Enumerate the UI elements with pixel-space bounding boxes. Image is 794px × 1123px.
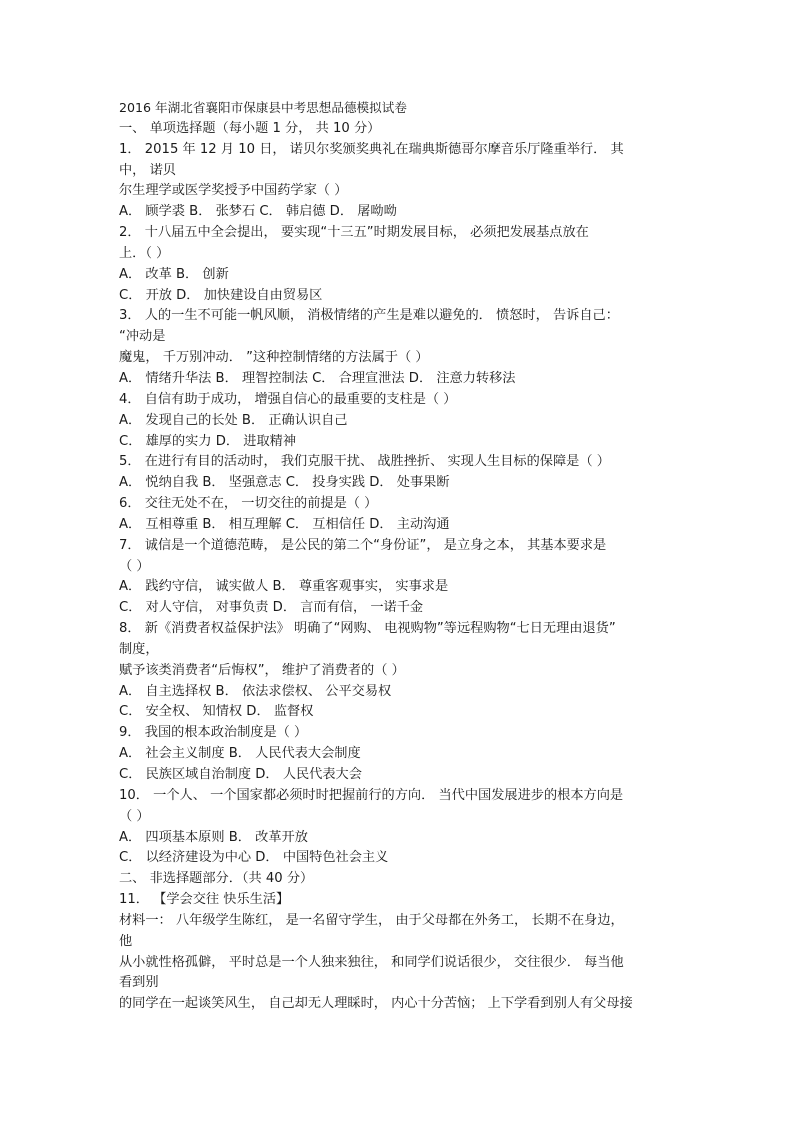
text-line: （ ） bbox=[119, 808, 150, 824]
text-line: A． 践约守信， 诚实做人 B． 尊重客观事实， 实事求是 bbox=[119, 579, 449, 595]
text-line: 从小就性格孤僻， 平时总是一个人独来独往， 和同学们说话很少， 交往很少． 每当他 bbox=[119, 954, 624, 970]
text-line: 5． 在进行有目的活动时， 我们克服干扰、 战胜挫折、 实现人生目标的保障是（ ） bbox=[119, 454, 610, 470]
text-line: 制度， bbox=[119, 641, 159, 657]
text-line: 中， 诺贝 bbox=[119, 162, 176, 178]
text-line: C． 民族区域自治制度 D． 人民代表大会 bbox=[119, 767, 362, 782]
text-line: 6． 交往无处不在， 一切交往的前提是（ ） bbox=[119, 496, 378, 512]
text-line: 尔生理学或医学奖授予中国药学家（ ） bbox=[119, 183, 348, 199]
text-line: 7． 诚信是一个道德范畴， 是公民的第二个“身份证”， 是立身之本， 其基本要求是 bbox=[119, 537, 607, 553]
text-line: 的同学在一起谈笑风生， 自己却无人理睬时， 内心十分苦恼； 上下学看到别人有父母接 bbox=[119, 996, 633, 1012]
text-line: 上．（ ） bbox=[119, 245, 170, 261]
text-line: 1． 2015 年 12 月 10 日， 诺贝尔奖颁奖典礼在瑞典斯德哥尔摩音乐厅隆重举行． 其 bbox=[119, 141, 624, 157]
text-line: 10． 一个人、 一个国家都必须时时把握前行的方向． 当代中国发展进步的根本方向是 bbox=[119, 787, 624, 803]
text-line: A． 社会主义制度 B． 人民代表大会制度 bbox=[119, 746, 361, 762]
document-body bbox=[119, 98, 679, 1015]
text-line: 8． 新《消费者权益保护法》 明确了“网购、 电视购物”等远程购物“七日无理由退货” bbox=[119, 621, 616, 637]
text-line: A． 发现自己的长处 B． 正确认识自己 bbox=[119, 412, 348, 428]
text-line: 4． 自信有助于成功， 增强自信心的最重要的支柱是（ ） bbox=[119, 391, 457, 407]
text-line: A． 情绪升华法 B． 理智控制法 C． 合理宣泄法 D． 注意力转移法 bbox=[119, 370, 516, 386]
text-line: 材料一： 八年级学生陈红， 是一名留守学生， 由于父母都在外务工， 长期不在身边， bbox=[119, 912, 624, 928]
text-line: C． 雄厚的实力 D． 进取精神 bbox=[119, 433, 296, 449]
document-title: 2016 年湖北省襄阳市保康县中考思想品德模拟试卷 bbox=[119, 100, 407, 115]
text-line: 2． 十八届五中全会提出， 要实现“十三五”时期发展目标， 必须把发展基点放在 bbox=[119, 225, 589, 241]
text-line: 魔鬼， 千万别冲动． ”这种控制情绪的方法属于（ ） bbox=[119, 350, 429, 366]
text-line: 看到别 bbox=[119, 975, 159, 991]
text-line: C． 以经济建设为中心 D． 中国特色社会主义 bbox=[119, 850, 389, 866]
text-line: 他 bbox=[119, 933, 133, 949]
text-line: 11． 【学会交往 快乐生活】 bbox=[119, 892, 290, 908]
text-line: A． 自主选择权 B． 依法求偿权、 公平交易权 bbox=[119, 683, 392, 699]
text-line: C． 对人守信， 对事负责 D． 言而有信， 一诺千金 bbox=[119, 600, 424, 616]
text-line: “冲动是 bbox=[119, 329, 166, 345]
text-line: （ ） bbox=[119, 558, 150, 574]
text-line: A． 互相尊重 B． 相互理解 C． 互相信任 D． 主动沟通 bbox=[119, 516, 450, 532]
text-line: C． 开放 D． 加快建设自由贸易区 bbox=[119, 287, 323, 303]
text-line: 赋予该类消费者“后悔权”， 维护了消费者的（ ） bbox=[119, 662, 405, 678]
text-line: 9． 我国的根本政治制度是（ ） bbox=[119, 725, 308, 741]
text-line: A． 顾学裘 B． 张梦石 C． 韩启德 D． 屠呦呦 bbox=[119, 204, 397, 220]
text-line: 3． 人的一生不可能一帆风顺， 消极情绪的产生是难以避免的． 愤怒时， 告诉自己： bbox=[119, 308, 619, 324]
text-line: A． 改革 B． 创新 bbox=[119, 266, 229, 282]
text-line: 二、 非选择题部分．（共 40 分） bbox=[119, 871, 314, 887]
text-line: C． 安全权、 知情权 D． 监督权 bbox=[119, 704, 314, 720]
text-line: A． 四项基本原则 B． 改革开放 bbox=[119, 829, 308, 845]
text-line: A． 悦纳自我 B． 坚强意志 C． 投身实践 D． 处事果断 bbox=[119, 475, 450, 491]
text-line: 一、 单项选择题（每小题 1 分， 共 10 分） bbox=[119, 120, 381, 136]
